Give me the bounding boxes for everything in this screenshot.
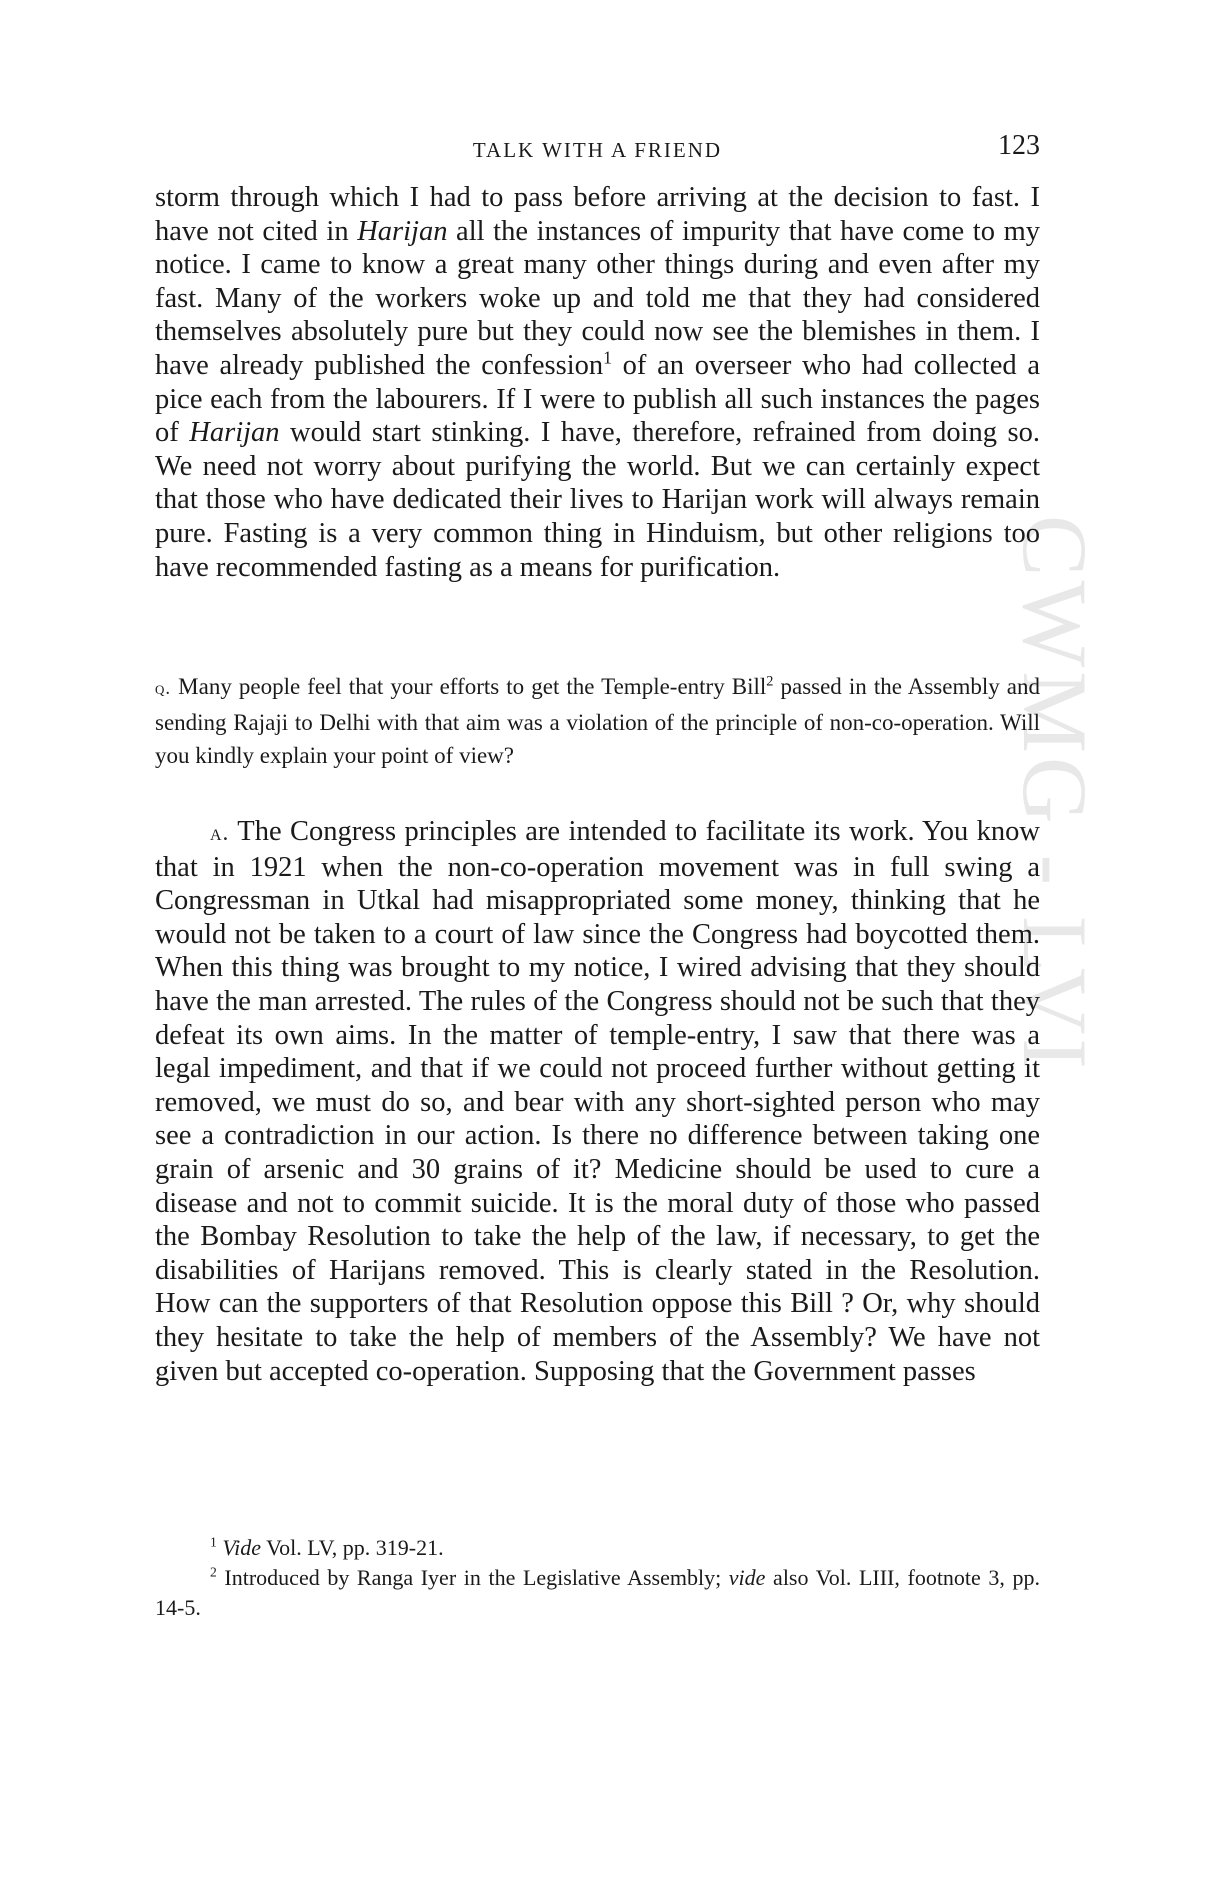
running-head: TALK WITH A FRIEND — [472, 138, 723, 162]
text-run: would start stinking. I have, therefore, refrained from doing so. We need not worry about purifying the world. But we can certainly expect that those who have dedicated their lives to Harijan work will always remain pure. Fasting is a very common thing in Hinduism, but other religions too have recommended fasting as a means for purification. — [155, 417, 1040, 583]
page-number: 123 — [998, 130, 1040, 161]
italic-text: Vide — [222, 1535, 261, 1560]
text-run: of an overseer who had collected a pice each from the labourers. If I were to publish all such instances the pages of — [155, 349, 1040, 449]
footnote-marker: 1 — [210, 1534, 217, 1550]
question-text — [155, 670, 1040, 773]
footnote-ref: 2 — [766, 673, 774, 690]
question-paragraph — [155, 670, 1040, 773]
footnote-1 — [155, 1533, 1040, 1563]
footnote-2 — [155, 1563, 1040, 1623]
footnote-text: Introduced by Ranga Iyer in the Legislative Assembly; — [216, 1565, 729, 1590]
paragraph-text — [155, 181, 1040, 584]
text-run: Many people feel that your efforts to get the Temple-entry Bill — [171, 674, 767, 699]
page-header — [155, 128, 1040, 168]
footnote-text: Vol. LV, pp. 319-21. — [261, 1535, 444, 1560]
footnotes — [155, 1533, 1040, 1623]
italic-title: Harijan — [357, 215, 448, 247]
italic-title: Harijan — [189, 417, 280, 449]
footnote-text: also Vol. LIII, footnote 3, pp. 14-5. — [155, 1565, 1041, 1620]
question-label: q. — [155, 678, 172, 699]
answer-paragraph — [155, 815, 1040, 1388]
footnote-ref: 1 — [603, 347, 612, 368]
text-run: passed in the Assembly and sending Rajaji to Delhi with that aim was a violation of the principle of non-co-operation. Will you kindly explain your point of view? — [155, 674, 1041, 769]
text-run: all the instances of impurity that have come to my notice. I came to know a great many other things during and even after my fast. Many of the workers woke up and told me that they had considered themselves absolutely pure but they could now see the blemishes in them. I have already published the confession — [155, 215, 1040, 381]
paragraph-1 — [155, 181, 1040, 584]
answer-label: a. — [210, 820, 230, 846]
text-run: storm through which I had to pass before arriving at the decision to fast. I have not cited in — [155, 182, 1040, 247]
footnote-marker: 2 — [210, 1564, 217, 1580]
watermark: CWMG - LVI — [1004, 515, 1106, 1073]
answer-text — [155, 815, 1040, 1388]
italic-text: vide — [728, 1565, 766, 1590]
text-run: The Congress principles are intended to facilitate its work. You know that in 1921 when the non-co-operation movement was in full swing a Congressman in Utkal had misappropriated some money, thinking that he would not be taken to a court of law since the Congress had boycotted them. When this thing was brought to my notice, I wired advising that they should have the man arrested. The rules of the Congress should not be such that they defeat its own aims. In the matter of temple-entry, I saw that there was a legal impediment, and that if we could not proceed further without getting it removed, we must do so, and bear with any short-sighted person who may see a contradiction in our action. Is there no difference between taking one grain of arsenic and 30 grains of it? Medicine should be used to cure a disease and not to commit suicide. It is the moral duty of those who passed the Bombay Resolution to take the help of the law, if necessary, to get the disabilities of Harijans removed. This is clearly stated in the Resolution. How can the supporters of that Resolution oppose this Bill ? Or, why should they hesitate to take the help of members of the Assembly? We have not given but accepted co-operation. Supposing that the Government passes — [155, 816, 1040, 1387]
